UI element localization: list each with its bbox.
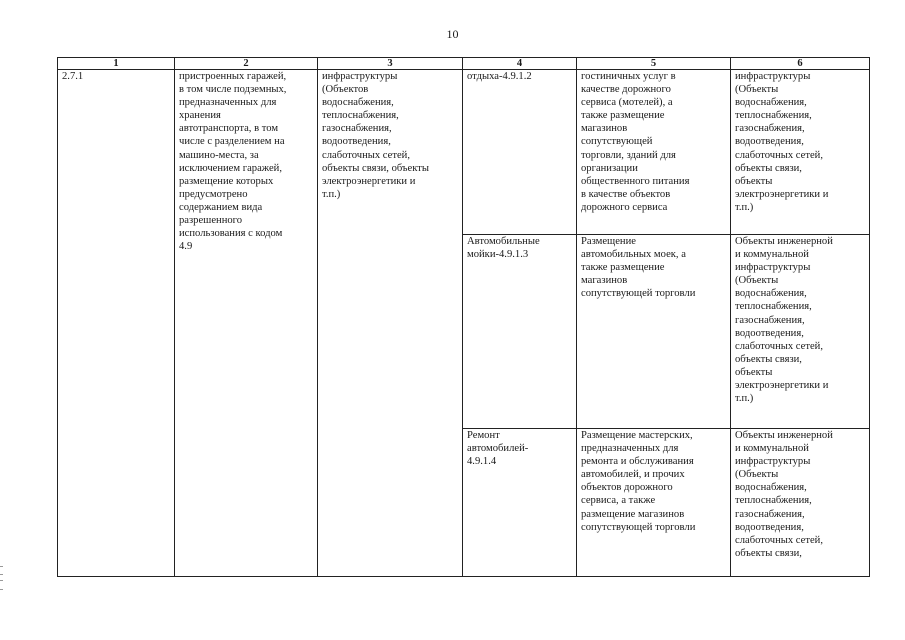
page-number: 10 bbox=[446, 27, 459, 41]
conditional-use-description-cell: Размещение мастерских, предназначенных для ремонта и обслуживания автомобилей, и прочих объектов дорожного сервиса, а также размещение магазинов сопутствующей торговли bbox=[577, 429, 731, 577]
conditional-use-description-cell: гостиничных услуг в качестве дорожного сервиса (мотелей), а также размещение магазинов сопутствующей торговли, зданий для организации общественного питания в качестве объектов дорожного сервиса bbox=[577, 70, 731, 235]
header-cell-3: 3 bbox=[318, 58, 463, 70]
header-cell-1: 1 bbox=[58, 58, 175, 70]
header-row bbox=[58, 58, 870, 70]
header-cell-2: 2 bbox=[175, 58, 318, 70]
auxiliary-use-cell: инфраструктуры (Объектов водоснабжения, теплоснабжения, газоснабжения, водоотведения, слаботочных сетей, объекты связи, объекты электроэнергетики и т.п.) bbox=[318, 70, 463, 577]
table-row bbox=[58, 70, 870, 235]
conditional-use-name-cell: Автомобильные мойки-4.9.1.3 bbox=[463, 235, 577, 429]
scan-edge-mark bbox=[0, 566, 3, 590]
conditional-use-name-cell: отдыха-4.9.1.2 bbox=[463, 70, 577, 235]
conditional-auxiliary-cell: инфраструктуры (Объекты водоснабжения, теплоснабжения, газоснабжения, водоотведения, слаботочных сетей, объекты связи, объекты электроэнергетики и т.п.) bbox=[731, 70, 870, 235]
conditional-use-description-cell: Размещение автомобильных моек, а также размещение магазинов сопутствующей торговли bbox=[577, 235, 731, 429]
main-use-description-cell: пристроенных гаражей, в том числе подземных, предназначенных для хранения автотранспорта, в том числе с разделением на машино-места, за исключением гаражей, размещение которых предусмотрено содержанием вида разрешенного использования с кодом 4.9 bbox=[175, 70, 318, 577]
header-cell-6: 6 bbox=[731, 58, 870, 70]
conditional-auxiliary-cell: Объекты инженерной и коммунальной инфраструктуры (Объекты водоснабжения, теплоснабжения, газоснабжения, водоотведения, слаботочных сетей, объекты связи, bbox=[731, 429, 870, 577]
conditional-auxiliary-cell: Объекты инженерной и коммунальной инфраструктуры (Объекты водоснабжения, теплоснабжения, газоснабжения, водоотведения, слаботочных сетей, объекты связи, объекты электроэнергетики и т.п.) bbox=[731, 235, 870, 429]
zone-code-cell: 2.7.1 bbox=[58, 70, 175, 577]
header-cell-5: 5 bbox=[577, 58, 731, 70]
header-cell-4: 4 bbox=[463, 58, 577, 70]
zoning-table bbox=[57, 57, 870, 577]
conditional-use-name-cell: Ремонт автомобилей- 4.9.1.4 bbox=[463, 429, 577, 577]
